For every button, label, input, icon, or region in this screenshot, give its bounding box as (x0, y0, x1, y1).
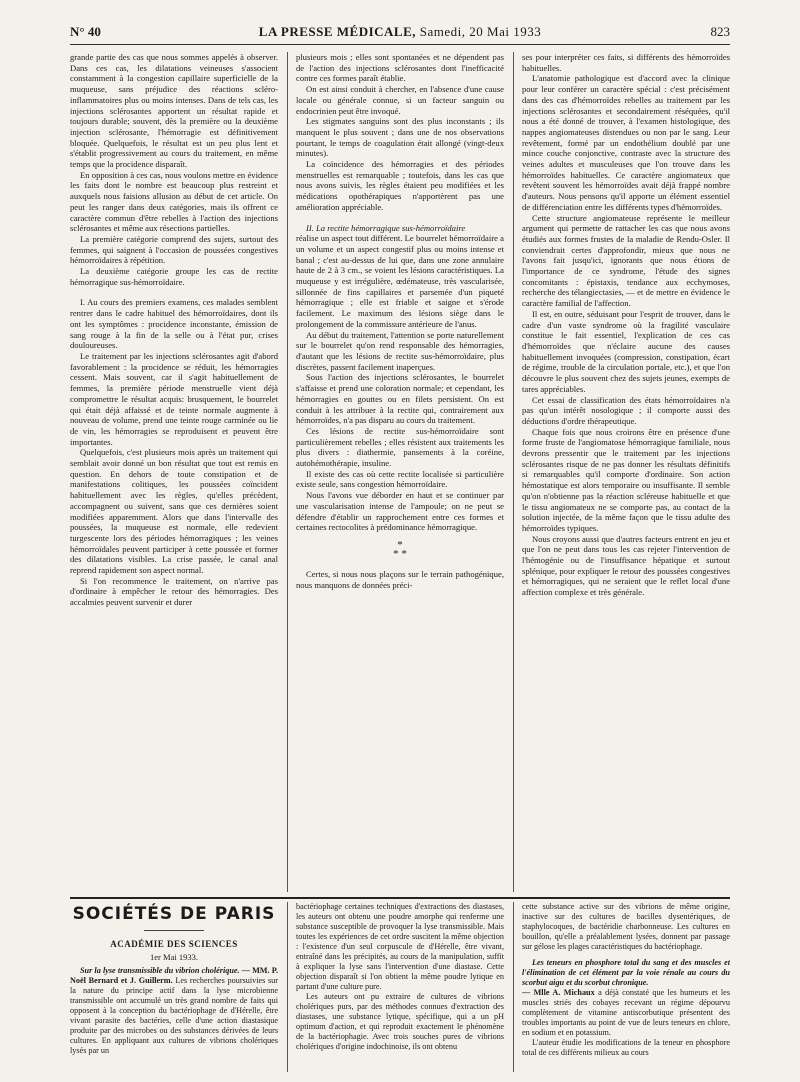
paragraph: Il existe des cas où cette rectite localisée si particulière existe seule, sans congestion hémorroïdaire. (296, 468, 504, 490)
paragraph: La deuxième catégorie groupe les cas de rectite hémorragique sus-hémorroïdaire. (70, 266, 278, 287)
paragraph: En opposition à ces cas, nous voulons mettre en évidence les faits dont le nombre est beaucoup plus restreint et auxquels nous faisions allusion au début de cet article. On peut les ranger dans deux catégories, mais ils offrent ce caractère commun d'être rebelles à l'action des injections sclérosantes et même aux résections partielles. (70, 169, 278, 234)
societes-section (70, 902, 730, 1072)
abstract-title: Les teneurs en phosphore total du sang et des muscles et l'élimination de cet élément par la voie rénale au cours du scorbut aigu et du scorbut chronique. (522, 958, 730, 987)
paragraph: Cette structure angiomateuse représente le meilleur argument qui permette de rattacher les cas que nous avons étudiés aux formes frustes de la maladie de Rendu-Osler. Il conviendrait certes d'approfondir, mieux que nous ne l'avons fait jusqu'ici, ignorants que nous étions de l'importance de ce syndrome, l'étude des signes concomitants : épistaxis, tendance aux ecchymoses, recherche des télangiectasies, — et de mettre en évidence le caractère familial de l'affection. (522, 212, 730, 309)
societes-column-2 (296, 902, 504, 1072)
paragraph: Nous l'avons vue déborder en haut et se continuer par une vascularisation intense de l'ampoule; on ne peut se défendre d'établir un rapprochement entre ces formes et certaines rectocolites à prédominance hémorragique. (296, 490, 504, 533)
abstract-paragraph (70, 966, 278, 1056)
title-rule (144, 930, 204, 931)
abstract-text: a déjà constaté que les humeurs et les muscles striés des cobayes recevant un régime dépourvu complètement de vitamine antiscorbutique présentent des troubles importants au point de vue de leurs teneurs en chlore, en sodium et en potassium. (522, 988, 730, 1037)
session-date: 1er Mai 1933. (150, 952, 198, 962)
paragraph: I. Au cours des premiers examens, ces malades semblent rentrer dans le cadre habituel des hémorroïdaires, dont ils ont les symptômes : procidence inconstante, émission de sang rouge à la fin de la selle ou à l'état pur, crises douloureuses. (70, 297, 278, 351)
issue-date: Samedi, 20 Mai 1933 (419, 24, 542, 39)
paragraph: Si l'on recommence le traitement, on n'arrive pas d'ordinaire à empêcher le retour des hémorragies. Des accalmies peuvent survenir et durer (70, 575, 278, 608)
paragraph: cette substance active sur des vibrions de même origine, inactive sur des cultures de bacilles dysentériques, de staphylocoques, de bactéridie charbonneuse. Les cultures en bouillon, qu'elle a préalablement lysées, donnent par passage sur gélose les plages caractéristiques du bactériophage. (522, 902, 730, 951)
article-column-2 (296, 52, 504, 892)
paragraph: Ces lésions de rectite sus-hémorroïdaire sont particulièrement rebelles ; elles résistent aux traitements les plus divers : diathermie, pansements à la coréine, autohémothérapie, insuline. (296, 425, 504, 469)
paragraph: Quelquefois, c'est plusieurs mois après un traitement qui semblait avoir donné un bon résultat que tout est remis en question. En dehors de toute constipation et de manifestations colitiques, les poussées coïncident habituellement avec les règles, qu'elles précèdent, accompagnent ou suivent, sans que ces dernières soient modifiées apparemment. Alors que dans l'intervalle des poussées, la muqueuse est normale, elle redevient turgescente lors des périodes hémorragiques ; les veines hémorroïdales peuvent participer à cette poussée et former des dilatations visibles. La crise passée, le canal anal reprend rapidement son aspect normal. (70, 447, 278, 576)
asterism-divider: * * * (393, 538, 407, 560)
journal-masthead (70, 22, 730, 42)
abstract-title: Sur la lyse transmissible du vibrion cholérique. (80, 966, 240, 975)
paragraph: On est ainsi conduit à chercher, en l'absence d'une cause locale ou générale connue, si un facteur sanguin ou endocrinien peut être invoqué. (296, 84, 504, 116)
paragraph: La première catégorie comprend des sujets, surtout des femmes, qui saignent à l'occasion de poussées congestives hémorroïdaires à répétition. (70, 233, 278, 266)
section-heading: II. La rectite hémorragique sus-hémorroïdaire (306, 222, 466, 233)
section-rule (70, 897, 730, 899)
article-body (70, 52, 730, 892)
column-divider (513, 52, 514, 892)
paragraph: L'auteur étudie les modifications de la teneur en phosphore total de ces différents milieux au cours (522, 1038, 730, 1057)
abstract-text: Les recherches poursuivies sur la nature du principe actif dans la lyse microbienne transmissible ont accumulé un très grand nombre de faits qui opposent à la conception du bactériophage de d'Hérelle, être vivant parasite des bactéries, celle d'une action diastasique produite par des microbes ou des substances dérivées de leurs cultures. En appliquant aux cultures de vibrions cholériques lysés par un (70, 976, 278, 1055)
academy-heading: ACADÉMIE DES SCIENCES (110, 939, 238, 949)
page-number: 823 (710, 24, 730, 39)
paragraph: Au début du traitement, l'attention se porte naturellement sur le bourrelet qu'on rend responsable des hémorragies, d'autant que les lésions de rectite sus-hémorroïdaire, plus discrètes, passent facilement inaperçues. (296, 329, 504, 372)
paragraph: plusieurs mois ; elles sont spontanées et ne dépendent pas de l'action des injections sclérosantes dont l'inefficacité contre ces formes paraît établie. (296, 52, 504, 84)
article-column-3 (522, 52, 730, 892)
column-divider (287, 902, 288, 1072)
paragraph: Certes, si nous nous plaçons sur le terrain pathogénique, nous manquons de données préci- (296, 568, 504, 590)
paragraph: Il est, en outre, séduisant pour l'esprit de trouver, dans le cadre d'un vaste syndrome où la fragilité vasculaire constitue le fait essentiel, l'explication de ces cas d'hémorroïdes que n'éclaire aucune des causes habituellement invoquées (compression, constipation, écart de régime, trouble de la circulation portale, etc.), et que l'on découvre le plus souvent chez des sujets jeunes, exempts de tares appréciables. (522, 308, 730, 394)
abstract-authors: — Mlle A. Michaux (522, 988, 595, 997)
abstract-paragraph (522, 988, 730, 1038)
abstract-authors: — MM. P. Noël Bernard et J. Guillerm. (70, 966, 278, 985)
section-title: SOCIÉTÉS DE PARIS (72, 904, 276, 924)
header-rule (70, 44, 730, 45)
paragraph: Les auteurs ont pu extraire de cultures de vibrions cholériques purs, par des méthodes connues d'extraction des diastases, une substance lytique, spécifique, qui a un pH optimum d'action, et qui reproduit exactement le phénomène de la bactériophagie. Avec trois souches pures de vibrions cholériques d'origine indochinoise, ils ont obtenu (296, 992, 504, 1051)
paragraph: Nous croyons aussi que d'autres facteurs entrent en jeu et que l'on ne peut dans tous les cas rejeter l'intervention de l'hémogénie ou de l'insuffisance hépatique et surtout splénique, pour expliquer le retour des poussées congestives et hémorragiques, qui ne seraient que le reflet local d'une affection complexe et très générale. (522, 533, 730, 598)
paragraph: bactériophage certaines techniques d'extractions des diastases, les auteurs ont obtenu une poudre amorphe qui renferme une substance susceptible de provoquer la lyse transmissible. Mais toutes les expériences de cet ordre suscitent la même objection : l'existence d'un seul corpuscule de d'Hérelle, être vivant, entraîné dans les précipités, au cours de la manipulation, suffit à expliquer la lyse sans l'intervention d'une diastase. Cette objection disparaît si l'on obtient la même poudre lytique en partant d'une culture pure. (296, 902, 504, 991)
issue-number: N° 40 (70, 24, 101, 39)
paragraph: Les stigmates sanguins sont des plus inconstants ; ils manquent le plus souvent ; dans une de nos observations pourtant, le temps de coagulation était allongé (vingt-deux minutes). (296, 116, 504, 159)
paragraph: La coïncidence des hémorragies et des périodes menstruelles est remarquable ; toutefois, dans les cas que nous avons suivis, les règles étaient peu modifiées et les médications opothérapiques n'apportèrent pas une amélioration appréciable. (296, 159, 504, 212)
journal-name: LA PRESSE MÉDICALE, (258, 24, 417, 39)
paragraph: Chaque fois que nous croirons être en présence d'une forme fruste de l'angiomatose hémorragique familiale, nous devrons pressentir que le traitement par les injections sclérosantes risque de ne pas donner les résultats définitifs si remarquables qu'il comporte d'ordinaire. Son action hémostatique est alors temporaire ou insuffisante. Il semble qu'on n'obtienne pas la réaction scléreuse habituelle et que le tissu angiomateux ne se comporte pas, au contact de la solution injectée, de la même façon que le tissu adulte des hémorroïdes typiques. (522, 426, 730, 533)
column-divider (287, 52, 288, 892)
article-column-1 (70, 52, 278, 892)
paragraph: grande partie des cas que nous sommes appelés à observer. Dans ces cas, les dilatations veineuses s'associent constamment à la congestion capillaire superficielle de la muqueuse, sans préjudice des réactions scléro-inflammatoires plus ou moins intenses. Dans de tels cas, les injections sclérosantes apportent un résultat rapide et toujours durable; souvent, dès la première ou la deuxième injection sclérosante, l'hémorragie est définitivement bloquée. Quelquefois, le résultat est un peu plus lent et s'établit progressivement au cours du traitement, en même temps que la procidence disparaît. (70, 52, 278, 170)
paragraph: Cet essai de classification des états hémorroïdaires n'a pas qu'un intérêt nosologique ; il comporte aussi des déductions d'ordre thérapeutique. (522, 394, 730, 426)
paragraph: réalise un aspect tout différent. Le bourrelet hémorroïdaire a un volume et un aspect congestif plus ou moins intense et banal ; c'est au-dessus de lui que, dans une zone annulaire haute de 2 à 3 cm., se voient les lésions caractéristiques. La muqueuse y est irrégulière, œdémateuse, très vascularisée, sillonnée de fins capillaires et parsemée d'un piqueté hémorragique ; elle est friable et saigne et s'érode facilement. Le maximum des lésions siège dans le prolongement de la commissure antérieure de l'anus. (296, 233, 504, 329)
societes-column-3 (522, 902, 730, 1072)
societes-column-1 (70, 902, 278, 1072)
paragraph: Le traitement par les injections sclérosantes agit d'abord favorablement : la procidence se réduit, les hémorragies cessent. Mais souvent, car il s'agit habituellement de femmes, la première période menstruelle vient déjà compromettre le résultat acquis: brusquement, le bourrelet qui était déjà affaissé et de teinte normale augmente à nouveau de volume, prend une teinte rouge carminée ou lie de vin, les hémorragies se reproduisent et peuvent être importantes. (70, 350, 278, 447)
running-header (70, 22, 730, 42)
paragraph: L'anatomie pathologique est d'accord avec la clinique pour leur conférer un caractère spécial : c'est précisément dans des cas d'hémorroïdes rebelles au traitement par les injections sclérosantes et secondairement réséquées, qu'il nous a été donné de trouver, à l'examen histologique, des nappes angiomateuses distendues ou non par le sang. Leur revêtement, formé par un endothélium doublé par une mince couche conjonctive, contraste avec la structure des veines adultes et musculeuses que l'on trouve dans les hémorroïdes habituelles. Ce caractère angiomateux que revêtent souvent les hémorroïdes avait déjà frappé nombre d'auteurs. Nous pensons qu'il apporte un élément essentiel de différenciation entre les différents types d'hémorroïdes. (522, 73, 730, 212)
column-divider (513, 902, 514, 1072)
paragraph: ses pour interpréter ces faits, si différents des hémorroïdes habituelles. (522, 52, 730, 73)
paragraph: Sous l'action des injections sclérosantes, le bourrelet s'affaisse et prend une coloration normale; et cependant, les hémorragies en gouttes ou en filets persistent. On est conduit à les attribuer à la rectite qui, contrairement aux hémorroïdes, n'a pas disparu au cours du traitement. (296, 372, 504, 426)
